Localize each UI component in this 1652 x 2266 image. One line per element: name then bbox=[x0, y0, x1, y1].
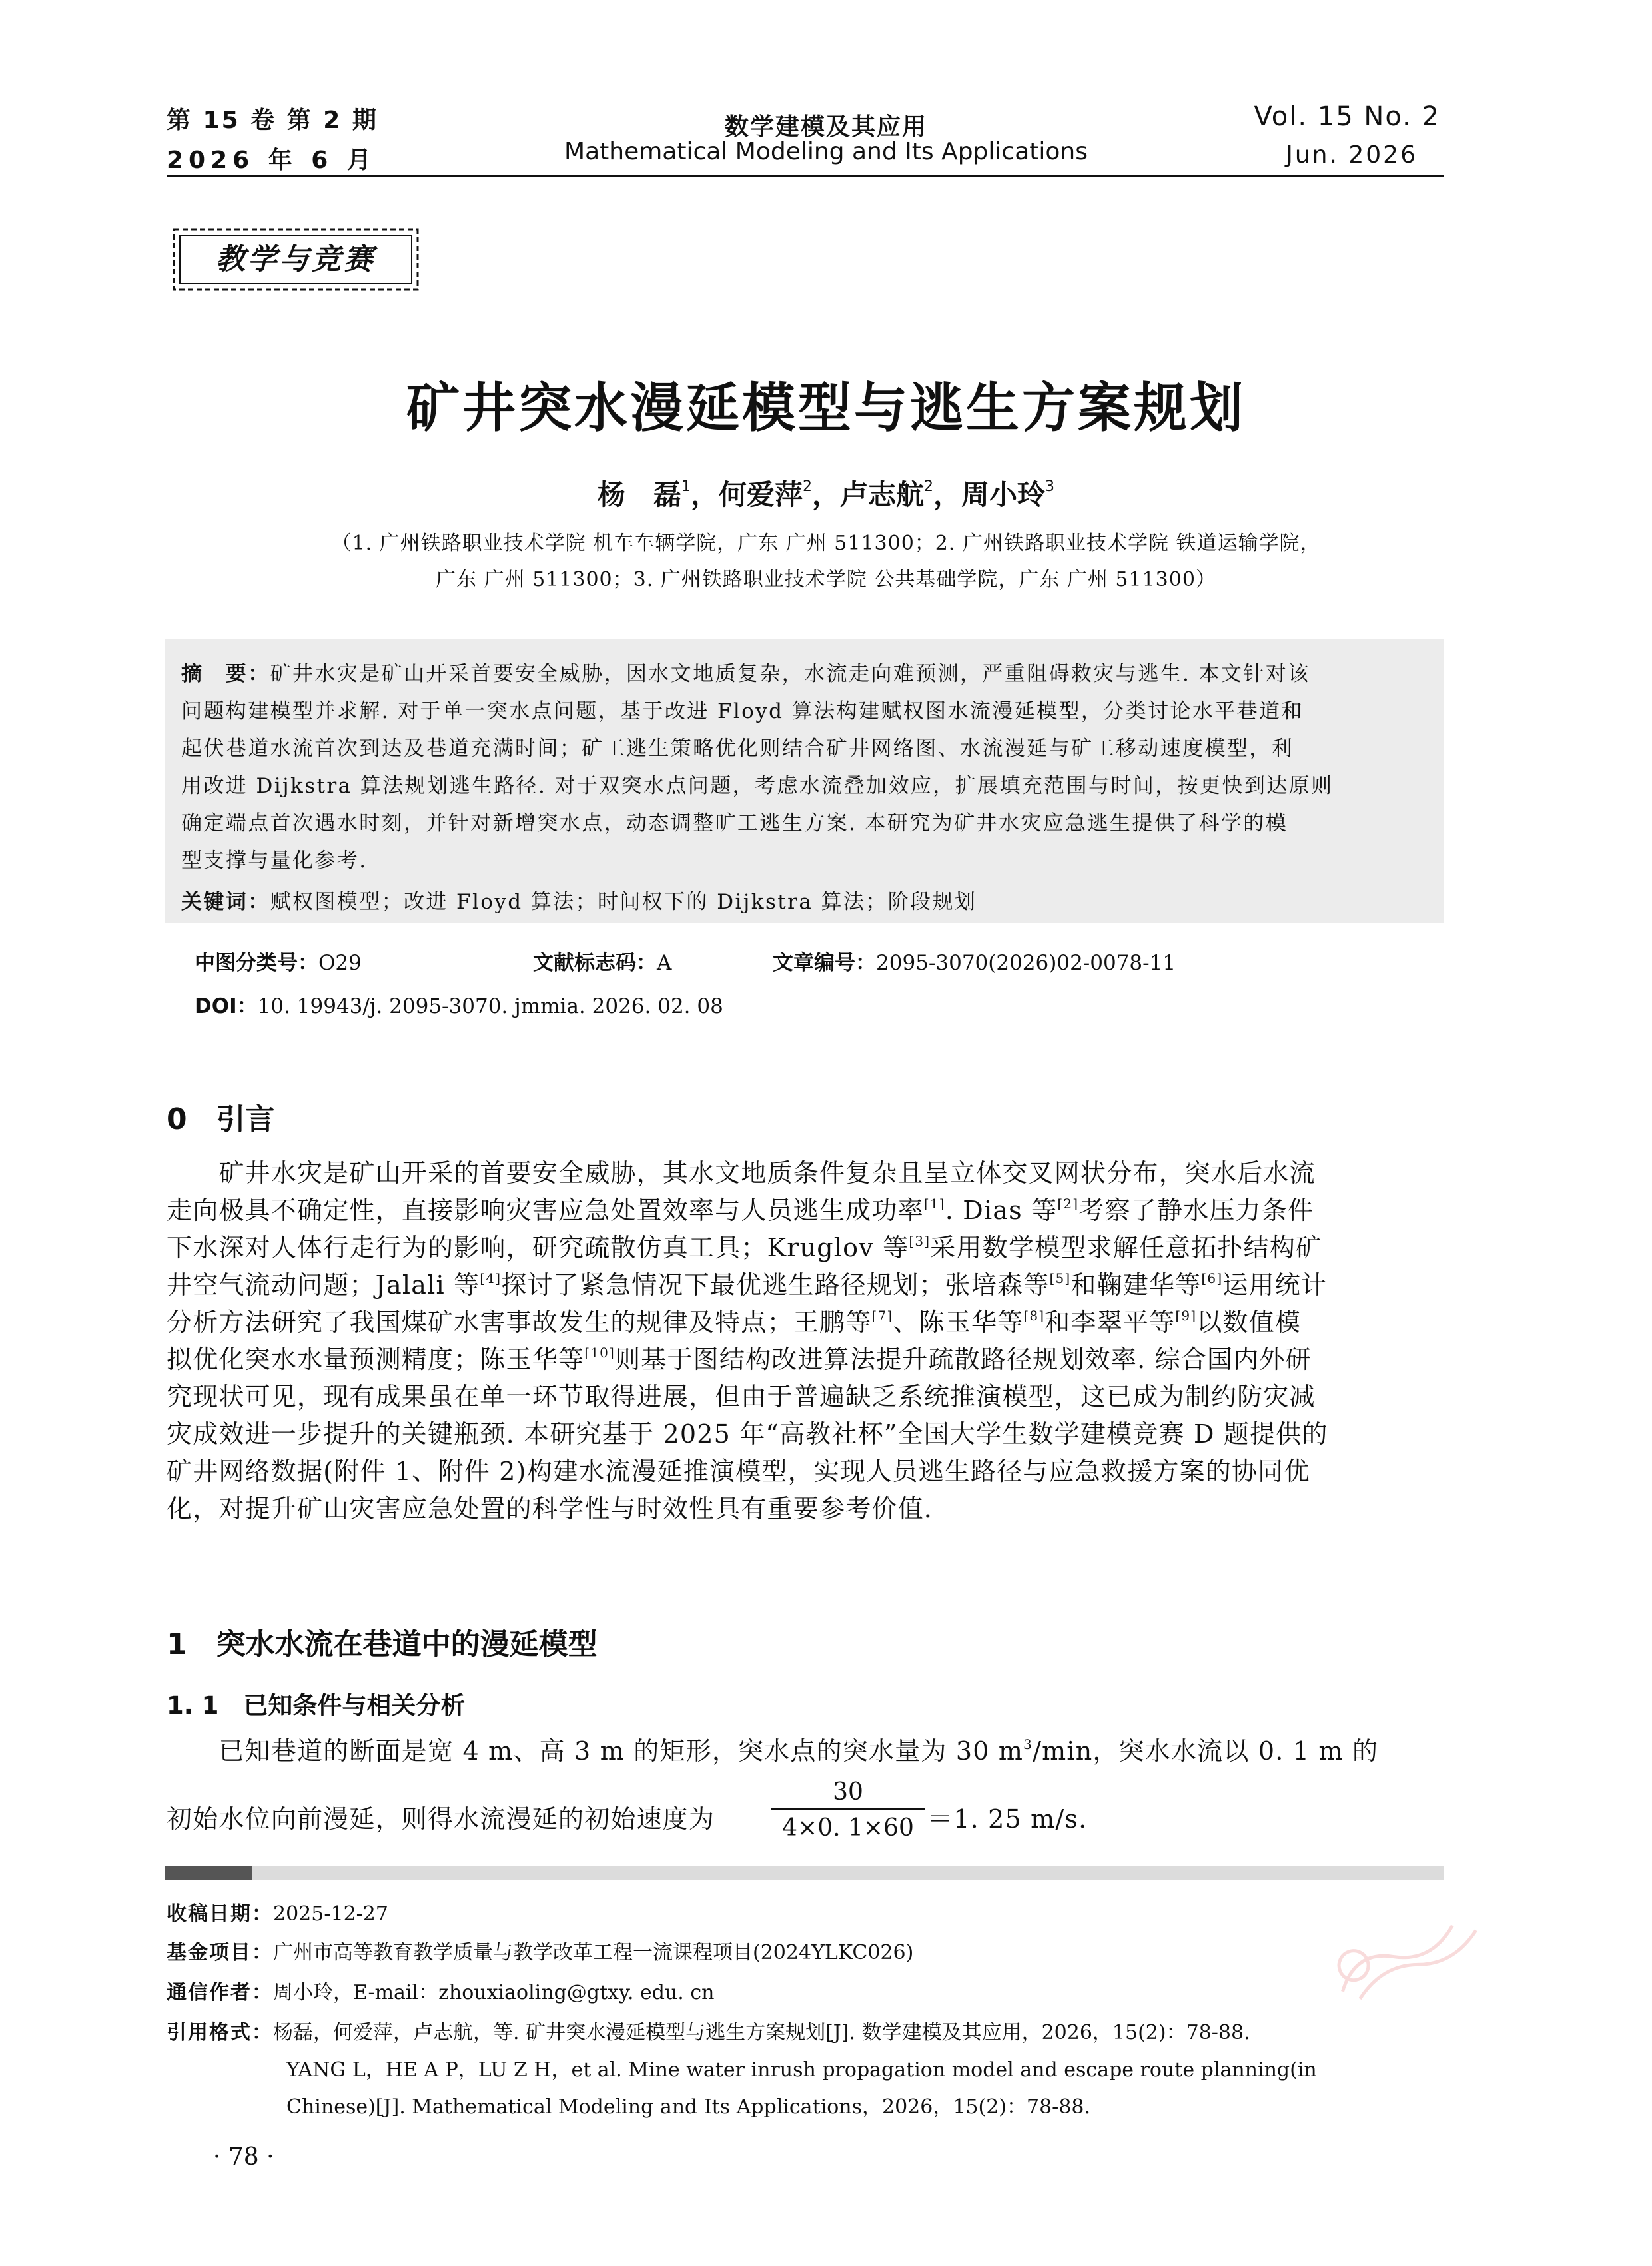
header-rule bbox=[167, 175, 1444, 177]
body-line: ＝1. 25 m/s. bbox=[927, 1804, 1088, 1834]
author-affil-mark: 3 bbox=[1045, 478, 1055, 495]
body-text: 运用统计 bbox=[1222, 1270, 1328, 1300]
superscript: 3 bbox=[1023, 1736, 1033, 1752]
body-line: 初始水位向前漫延，则得水流漫延的初始速度为 bbox=[167, 1804, 715, 1834]
velocity-fraction bbox=[771, 1778, 925, 1842]
body-text: 、陈玉华等 bbox=[893, 1308, 1024, 1337]
abstract-line: 确定端点首次遇水时刻，并针对新增突水点，动态调整旷工逃生方案. 本研究为矿井水灾应急逃生提供了科学的模 bbox=[181, 811, 1288, 835]
body-text: 探讨了紧急情况下最优逃生路径规划；张培森等 bbox=[501, 1270, 1050, 1300]
journal-volume-en: Vol. 15 No. 2 bbox=[1254, 101, 1440, 132]
citation-cn: 杨磊，何爱萍，卢志航，等. 矿井突水漫延模型与逃生方案规划[J]. 数学建模及其应用，2026，15(2)：78-88. bbox=[273, 2021, 1250, 2044]
citation-ref: [9] bbox=[1175, 1308, 1197, 1323]
fund-value: 广州市高等教育教学质量与教学改革工程一流课程项目(2024YLKC026) bbox=[273, 1941, 914, 1964]
body-line bbox=[167, 1488, 933, 1525]
body-line bbox=[167, 1339, 1312, 1375]
article-number bbox=[773, 946, 1176, 976]
abstract-line: 用改进 Dijkstra 算法规划逃生路径. 对于双突水点问题，考虑水流叠加效应，扩展填充范围与时间，按更快到达原则 bbox=[181, 774, 1334, 798]
body-text: 矿井水灾是矿山开采的首要安全威胁，其水文地质条件复杂且呈立体交叉网状分布，突水后水流 bbox=[167, 1158, 1316, 1188]
citation-line: Chinese)[J]. Mathematical Modeling and Its Applications，2026，15(2)：78-88. bbox=[286, 2095, 1091, 2119]
doi bbox=[195, 989, 723, 1019]
affiliation-line: （1. 广州铁路职业技术学院 机车车辆学院，广东 广州 511300；2. 广州铁路职业技术学院 铁道运输学院， bbox=[331, 532, 1321, 555]
body-text: . Dias 等 bbox=[945, 1196, 1058, 1225]
journal-name-cn: 数学建模及其应用 bbox=[724, 113, 927, 141]
citation-ref: [8] bbox=[1023, 1308, 1045, 1323]
body-text: 拟优化突水水量预测精度；陈玉华等 bbox=[167, 1345, 585, 1374]
journal-date-en: Jun. 2026 bbox=[1286, 141, 1418, 169]
fund-label: 基金项目： bbox=[167, 1941, 273, 1964]
clc-value: O29 bbox=[318, 951, 362, 975]
keywords-label: 关键词： bbox=[181, 890, 270, 914]
citation-ref: [7] bbox=[871, 1308, 893, 1323]
abstract-line: 问题构建模型并求解. 对于单一突水点问题，基于改进 Floyd 算法构建赋权图水流漫延模型，分类讨论水平巷道和 bbox=[181, 699, 1304, 723]
keywords-line bbox=[181, 885, 977, 915]
doi-value: 10. 19943/j. 2095-3070. jmmia. 2026. 02. 08 bbox=[257, 994, 723, 1018]
citation-ref: [5] bbox=[1049, 1270, 1071, 1286]
body-line bbox=[167, 1264, 1327, 1301]
art-label: 文章编号： bbox=[773, 951, 876, 975]
body-text: 已知巷道的断面是宽 4 m、高 3 m 的矩形，突水点的突水量为 30 m bbox=[167, 1736, 1024, 1766]
author-name: 卢志航 bbox=[840, 478, 925, 511]
journal-date-cn: 2026 年 6 月 bbox=[167, 147, 376, 174]
footnote-separator bbox=[165, 1866, 1444, 1880]
journal-volume: 第 15 卷 第 2 期 bbox=[167, 107, 378, 134]
received-date bbox=[167, 1897, 388, 1926]
watermark-logo bbox=[1306, 1892, 1505, 2012]
author-affil-mark: 2 bbox=[924, 478, 934, 495]
received-label: 收稿日期： bbox=[167, 1902, 273, 1926]
body-text: 考察了静水压力条件 bbox=[1078, 1196, 1314, 1225]
citation-ref: [1] bbox=[923, 1196, 945, 1212]
keywords: 赋权图模型；改进 Floyd 算法；时间权下的 Dijkstra 算法；阶段规划 bbox=[270, 890, 977, 914]
body-line bbox=[167, 1302, 1301, 1338]
abstract-line: 起伏巷道水流首次到达及巷道充满时间；矿工逃生策略优化则结合矿井网络图、水流漫延与矿工移动速度模型，利 bbox=[181, 737, 1294, 761]
body-line bbox=[167, 1451, 1310, 1487]
citation-ref: [4] bbox=[480, 1270, 502, 1286]
citation-line: YANG L，HE A P，LU Z H，et al. Mine water inrush propagation model and escape route planning(in bbox=[286, 2058, 1317, 2081]
subsection-heading-1-1: 1. 1 已知条件与相关分析 bbox=[167, 1691, 466, 1720]
journal-name-en: Mathematical Modeling and Its Applications bbox=[564, 138, 1088, 165]
body-text: 和鞠建华等 bbox=[1070, 1270, 1202, 1300]
page-number: · 78 · bbox=[213, 2143, 274, 2171]
body-text: 走向极具不确定性，直接影响灾害应急处置效率与人员逃生成功率 bbox=[167, 1196, 924, 1225]
affiliation-line: 广东 广州 511300；3. 广州铁路职业技术学院 公共基础学院，广东 广州 511300） bbox=[436, 568, 1216, 591]
body-text: 以数值模 bbox=[1196, 1308, 1302, 1337]
author-name: 杨 磊 bbox=[597, 478, 681, 511]
citation-ref: [6] bbox=[1201, 1270, 1223, 1286]
doc-code bbox=[533, 946, 671, 976]
corresponding-author bbox=[167, 1976, 715, 2005]
body-text: 采用数学模型求解任意拓扑结构矿 bbox=[930, 1233, 1322, 1262]
fund-project bbox=[167, 1936, 913, 1965]
body-text: 下水深对人体行走行为的影响，研究疏散仿真工具；Kruglov 等 bbox=[167, 1233, 909, 1262]
abstract-line: 型支撑与量化参考. bbox=[181, 849, 368, 873]
citation-line bbox=[167, 2016, 1250, 2045]
citation-ref: [3] bbox=[909, 1233, 931, 1249]
body-text: 井空气流动问题；Jalali 等 bbox=[167, 1270, 480, 1300]
body-text: 化，对提升矿山灾害应急处置的科学性与时效性具有重要参考价值. bbox=[167, 1494, 933, 1523]
fraction-numerator: 30 bbox=[771, 1778, 925, 1810]
body-text: 和李翠平等 bbox=[1044, 1308, 1176, 1337]
body-text: 矿井网络数据(附件 1、附件 2)构建水流漫延推演模型，实现人员逃生路径与应急救援方案的协同优 bbox=[167, 1457, 1310, 1486]
section-badge: 教学与竞赛 bbox=[216, 242, 376, 276]
art-value: 2095-3070(2026)02-0078-11 bbox=[876, 951, 1176, 975]
doc-label: 文献标志码： bbox=[533, 951, 657, 975]
abstract-line bbox=[181, 657, 1310, 687]
body-text: /min，突水水流以 0. 1 m 的 bbox=[1032, 1736, 1379, 1766]
abstract-label: 摘 要： bbox=[181, 662, 270, 686]
section-heading-1: 1 突水水流在巷道中的漫延模型 bbox=[167, 1627, 598, 1661]
paper-title: 矿井突水漫延模型与逃生方案规划 bbox=[406, 376, 1246, 439]
doi-label: DOI： bbox=[195, 994, 258, 1018]
author-name: 何爱萍 bbox=[718, 478, 803, 511]
citation-ref: [2] bbox=[1057, 1196, 1079, 1212]
body-text: 究现状可见，现有成果虽在单一环节取得进展，但由于普遍缺乏系统推演模型，这已成为制约防灾减 bbox=[167, 1382, 1316, 1411]
body-line bbox=[167, 1227, 1322, 1264]
clc-label: 中图分类号： bbox=[195, 951, 318, 975]
footnote-separator-accent bbox=[165, 1866, 252, 1880]
clc-code bbox=[195, 946, 362, 976]
fraction-denominator: 4×0. 1×60 bbox=[782, 1814, 914, 1842]
received-value: 2025-12-27 bbox=[273, 1902, 388, 1926]
body-line bbox=[167, 1152, 1316, 1189]
author-name: 周小玲 bbox=[961, 478, 1046, 511]
citation-ref: [10] bbox=[584, 1345, 616, 1361]
body-line bbox=[167, 1413, 1328, 1450]
cite-label: 引用格式： bbox=[167, 2021, 273, 2044]
body-text: 则基于图结构改进算法提升疏散路径规划效率. 综合国内外研 bbox=[615, 1345, 1312, 1374]
author-list: 杨 磊$^1$，何爱萍$^2$，卢志航$^2$，周小玲$^3$ bbox=[597, 478, 1055, 511]
body-text: 分析方法研究了我国煤矿水害事故发生的规律及特点；王鹏等 bbox=[167, 1308, 872, 1337]
corr-value: 周小玲，E-mail：zhouxiaoling@gtxy. edu. cn bbox=[273, 1981, 715, 2004]
author-affil-mark: 2 bbox=[802, 478, 812, 495]
corr-label: 通信作者： bbox=[167, 1981, 273, 2004]
section-heading-intro: 0 引言 bbox=[167, 1102, 275, 1136]
abstract-text: 矿井水灾是矿山开采首要安全威胁，因水文地质复杂，水流走向难预测，严重阻碍救灾与逃生. 本文针对该 bbox=[270, 662, 1310, 686]
body-line bbox=[167, 1376, 1316, 1413]
doc-value: A bbox=[657, 951, 672, 975]
body-line bbox=[167, 1190, 1314, 1226]
body-line bbox=[167, 1730, 1378, 1767]
body-text: 灾成效进一步提升的关键瓶颈. 本研究基于 2025 年“高教社杯”全国大学生数学建模竞赛 D 题提供的 bbox=[167, 1419, 1328, 1449]
author-affil-mark: 1 bbox=[681, 478, 691, 495]
